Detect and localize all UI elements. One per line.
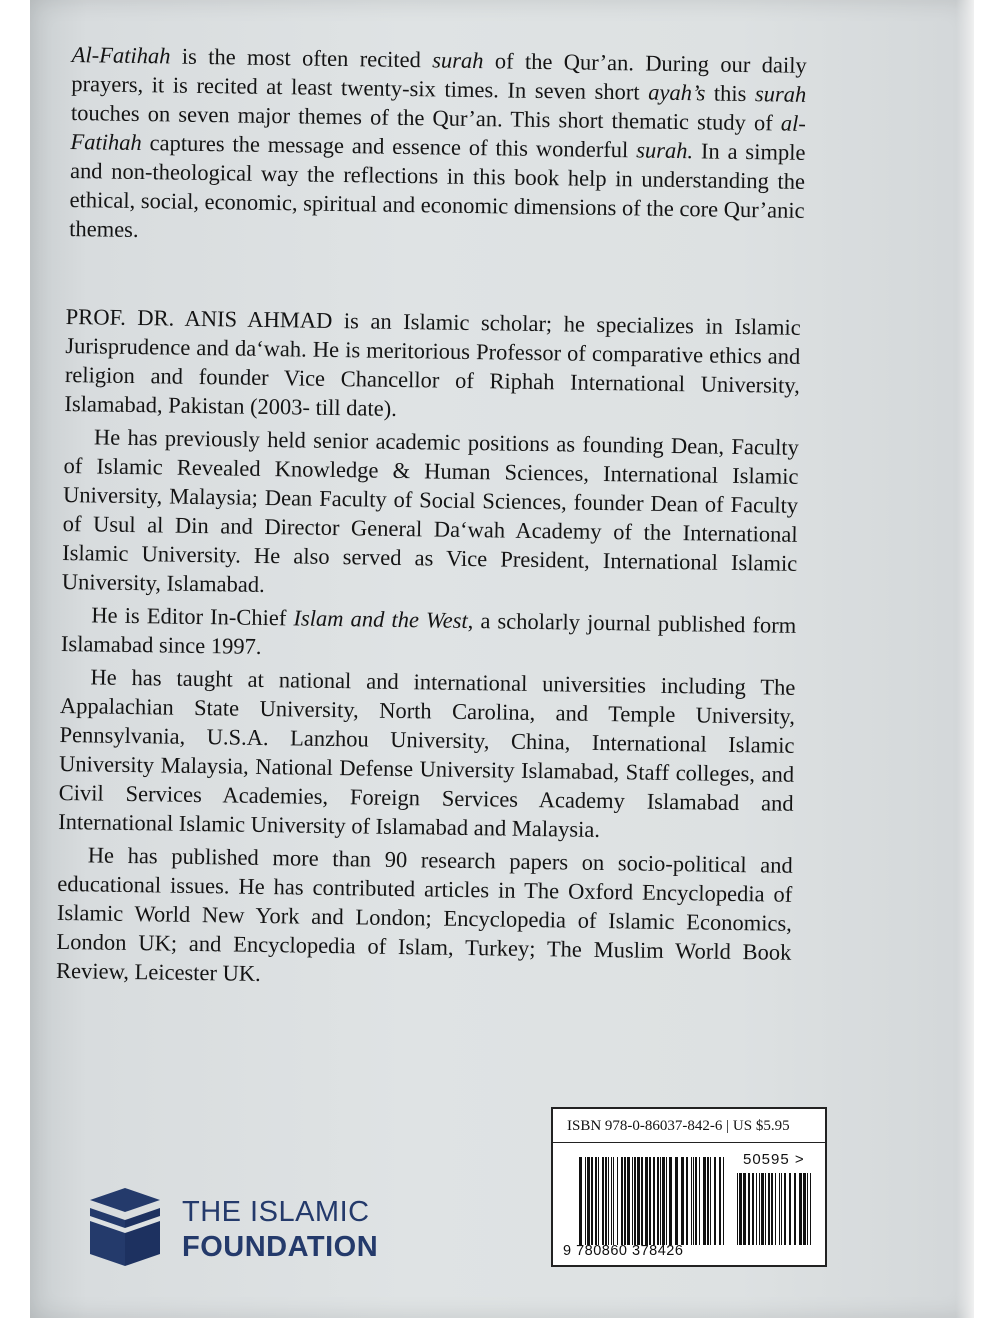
blurb-paragraph: [69, 40, 807, 254]
book-blurb: [69, 40, 807, 254]
journal-title: Islam and the West: [293, 605, 468, 633]
barcode-bar: [649, 1157, 651, 1245]
blurb-text: surah: [432, 47, 484, 74]
barcode-bar: [641, 1157, 643, 1245]
barcode-bar: [613, 1157, 614, 1245]
bio-paragraph-2: He has previously held senior academic positions as founding Dean, Faculty of Islamic Revealed Knowledge & Human Sciences, International Islamic University, Malaysia; Dean Faculty of Social Sciences, founder Dean of Faculty of Usul al Din and Director General Da‘wah Academy of the International Islamic University. He also served as Vice President, International Islamic University, Islamabad.: [61, 424, 800, 597]
barcode-bar: [771, 1173, 773, 1245]
barcode-bar: [653, 1157, 655, 1245]
bio-paragraph-4: He has taught at national and international universities including The Appalachian State University, North Carolina, and Temple University, Pennsylvania, U.S.A. Lanzhou University, China, International Islamic University Malaysia, National Defense University Islamabad, Staff colleges, and Civil Services Academies, Foreign Services Academy Islamabad and International Islamic University of Islamabad and Malaysia.: [58, 664, 796, 842]
isbn-barcode-box: [551, 1107, 827, 1267]
barcode-bar: [602, 1157, 604, 1245]
barcode-bar: [624, 1157, 626, 1245]
barcode-bar: [794, 1173, 796, 1245]
barcode-bar: [662, 1157, 665, 1245]
blurb-text: this: [705, 80, 756, 107]
publisher-line-2: FOUNDATION: [182, 1231, 379, 1263]
barcode-bar: [598, 1157, 599, 1245]
barcode-bar: [707, 1157, 709, 1245]
blurb-text: of the Qur’an. During our daily prayers, it is recited at least twenty-six times. In seven short: [71, 48, 807, 105]
bio-text: , a scholarly journal published form Islamabad since 1997.: [60, 607, 797, 659]
blurb-text: surah.: [635, 137, 694, 164]
addon-barcode: [737, 1173, 813, 1245]
barcode-bar: [591, 1157, 593, 1245]
publisher-name: [182, 1195, 378, 1265]
barcode-bar: [660, 1157, 661, 1245]
barcode-bar: [617, 1157, 618, 1245]
barcode-bar: [608, 1157, 609, 1245]
barcode-bar: [637, 1157, 640, 1245]
barcode-bar: [657, 1157, 659, 1245]
barcode-bar: [737, 1173, 738, 1245]
barcode-bar: [691, 1157, 692, 1245]
barcode-bar: [621, 1157, 623, 1245]
barcode-bar: [666, 1157, 667, 1245]
barcode-bar: [714, 1157, 716, 1245]
blurb-text: ayah’s: [648, 79, 706, 106]
barcode-bar: [748, 1173, 750, 1245]
barcode-bar: [768, 1173, 770, 1245]
barcode-bar: [645, 1157, 648, 1245]
blurb-text: al-Fatihah: [70, 110, 807, 156]
barcode-bar: [634, 1157, 636, 1245]
barcode-bar: [579, 1157, 582, 1245]
barcode-bar: [781, 1173, 782, 1245]
barcode-bar: [784, 1173, 786, 1245]
ean-digits: 9 780860 378426: [563, 1243, 684, 1259]
ean-barcode: [579, 1157, 725, 1245]
barcode-bar: [703, 1157, 706, 1245]
barcode-bar: [686, 1157, 688, 1245]
barcode-bar: [605, 1157, 607, 1245]
barcode-bar: [739, 1173, 742, 1245]
barcode-bar: [699, 1157, 700, 1245]
barcode-bar: [723, 1157, 724, 1245]
barcode-bar: [765, 1173, 766, 1245]
blurb-text: In a simple and non-theological way the reflections in this book help in understanding the ethical, social, economic, spiritual and economic dimensions of the core Qur’anic themes.: [69, 138, 806, 243]
barcode-bar: [789, 1173, 791, 1245]
barcode-bar: [627, 1157, 630, 1245]
blurb-text: surah: [754, 81, 807, 107]
barcode-bar: [595, 1157, 597, 1245]
blurb-text: Al-Fatihah: [71, 41, 171, 69]
barcode-bar: [695, 1157, 697, 1245]
barcode-bar: [587, 1157, 590, 1245]
barcode-bar: [669, 1157, 672, 1245]
barcode-bar: [632, 1157, 633, 1245]
barcode-bar: [807, 1173, 808, 1245]
barcode-bar: [693, 1157, 694, 1245]
bio-paragraph-1: PROF. DR. ANIS AHMAD is an Islamic scholar; he specializes in Islamic Jurisprudence and da‘wah. He is meritorious Professor of comparative ethics and religion and founder Vice Chancellor of Riphah International University, Islamabad, Pakistan (2003- till date).: [64, 303, 801, 421]
barcode-bar: [752, 1173, 754, 1245]
barcode-bar: [611, 1157, 612, 1245]
barcode-bar: [756, 1173, 757, 1245]
barcode-bar: [681, 1157, 684, 1245]
author-bio: [56, 302, 801, 996]
barcode-bar: [761, 1173, 764, 1245]
barcode-bar: [675, 1157, 678, 1245]
barcode-bar: [710, 1157, 711, 1245]
barcode-bar: [779, 1173, 780, 1245]
bio-paragraph-5: He has published more than 90 research papers on socio-political and educational issues. He has contributed articles in The Oxford Encyclopedia of Islamic World New York and London; Encyclopedia of Islamic Economics, London UK; and Encyclopedia of Islam, Turkey; The Muslim World Book Review, Leicester UK.: [55, 842, 793, 986]
price-addon-digits: 50595 >: [743, 1151, 805, 1168]
barcode-bar: [810, 1173, 811, 1245]
barcode-bar: [775, 1173, 776, 1245]
barcode-bar: [585, 1157, 586, 1245]
bio-text: He is Editor In-Chief: [91, 602, 294, 631]
isbn-price-line: ISBN 978-0-86037-842-6 | US $5.95: [553, 1109, 825, 1143]
barcode-bar: [799, 1173, 802, 1245]
barcode-bar: [719, 1157, 721, 1245]
barcode-bar: [803, 1173, 806, 1245]
barcode-bar: [759, 1173, 760, 1245]
publisher-line-1: THE ISLAMIC: [182, 1196, 370, 1228]
bio-paragraph-3: [61, 600, 797, 669]
blurb-text: captures the message and essence of this wonderful: [141, 130, 637, 163]
barcode-bar: [743, 1173, 746, 1245]
blurb-text: is the most often recited: [170, 43, 433, 73]
islamic-foundation-logo-icon: [88, 1186, 162, 1268]
blurb-text: touches on seven major themes of the Qur’an. This short thematic study of: [70, 99, 782, 136]
